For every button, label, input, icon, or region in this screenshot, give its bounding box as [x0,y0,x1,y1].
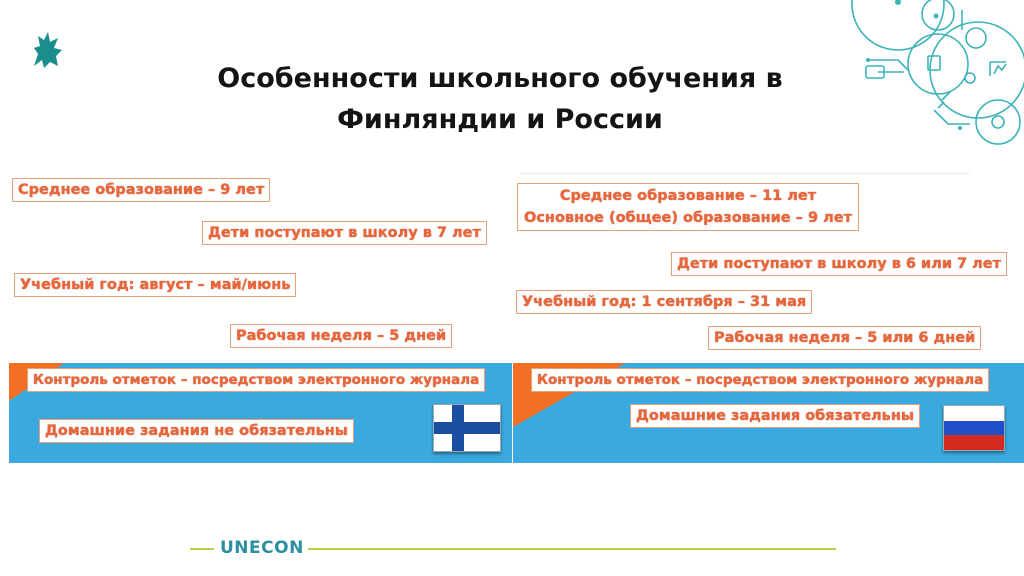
title-line-2: Финляндии и России [337,104,663,135]
fi-grades-tag: Контроль отметок – посредством электронного журнала [27,368,485,392]
footer-brand: UNECON [220,538,304,558]
russia-flag-icon [943,405,1005,451]
fi-school-year-tag: Учебный год: август – май/июнь [14,273,296,297]
ru-grades-tag: Контроль отметок – посредством электронного журнала [531,368,989,392]
ru-homework-tag: Домашние задания обязательны [630,404,920,428]
fi-work-week-tag: Рабочая неделя – 5 дней [230,324,452,348]
tech-circles-decoration [838,0,1024,150]
title-line-1: Особенности школьного обучения в [217,63,783,94]
ru-work-week-tag: Рабочая неделя – 5 или 6 дней [708,326,981,350]
fi-homework-tag: Домашние задания не обязательны [39,419,354,443]
ru-secondary-line-1: Среднее образование – 11 лет [559,188,817,204]
griffin-logo-icon [28,28,68,70]
ru-school-age-tag: Дети поступают в школу в 6 или 7 лет [671,252,1007,276]
finland-flag-icon [433,404,501,452]
footer-line-right [308,548,836,550]
fi-secondary-education-tag: Среднее образование – 9 лет [12,178,270,202]
ru-secondary-education-tag [517,183,859,231]
footer-line-left [190,548,214,550]
page-title [150,58,850,140]
ru-school-year-tag: Учебный год: 1 сентября – 31 мая [516,290,812,314]
divider-line [520,173,970,174]
ru-secondary-line-2: Основное (общее) образование – 9 лет [524,210,852,226]
fi-school-age-tag: Дети поступают в школу в 7 лет [202,221,487,245]
